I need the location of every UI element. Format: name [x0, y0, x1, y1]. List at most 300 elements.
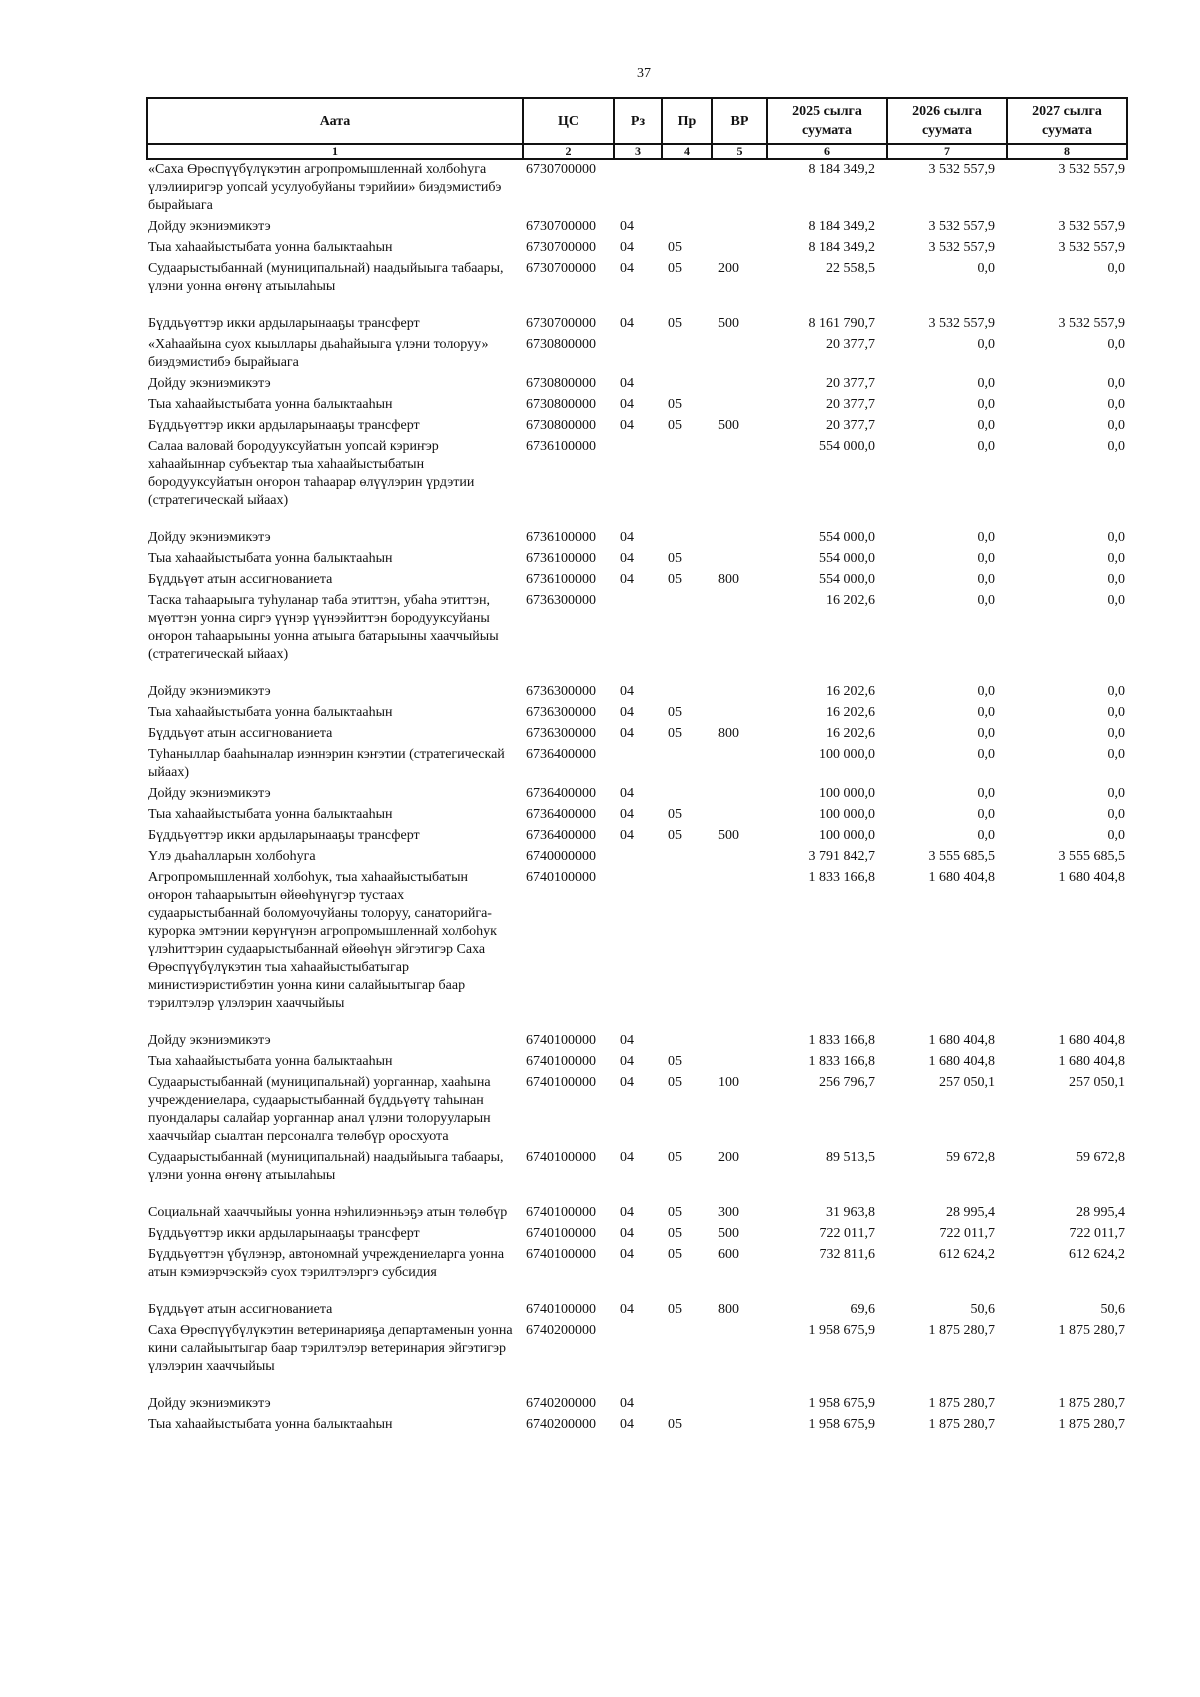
table-row [147, 217, 1127, 238]
table-row [147, 1052, 1127, 1073]
row-name: Бүддьүөттэр икки ардыларынааҕы трансферт [148, 828, 420, 843]
table-row [147, 549, 1127, 570]
row-amount-2025: 1 958 675,9 [808, 1417, 875, 1432]
row-cs-code: 6740000000 [526, 849, 596, 864]
row-rz-code: 04 [620, 1247, 634, 1262]
row-cs-code: 6730700000 [526, 240, 596, 255]
row-vr-code [712, 703, 767, 724]
row-vr-code [712, 805, 767, 826]
row-cs-code: 6740200000 [526, 1417, 596, 1432]
header-vr: ВР [712, 98, 767, 144]
row-cs-code: 6730800000 [526, 376, 596, 391]
row-vr-code [712, 591, 767, 682]
row-amount-2025: 8 161 790,7 [808, 316, 875, 331]
table-row [147, 437, 1127, 528]
row-name: Судаарыстыбаннай (муниципальнай) наадыйыыга табаары, үлэни уонна өҥөнү атыылаһыы [148, 1150, 504, 1183]
row-vr-code [712, 335, 767, 374]
row-amount-2027: 0,0 [1107, 593, 1125, 608]
row-name: Туһаныллар бааһыналар иэннэрин кэҥэтии (стратегическай ыйаах) [148, 747, 505, 780]
row-name: «Саха Өрөспүүбүлүкэтин агропромышленнай холбоһуга үлэлииригэр уопсай усулуобуйаны тэрийии» биэдэмистибэ бырайыага [148, 162, 502, 213]
row-pr-code [662, 1394, 712, 1415]
row-rz-code: 04 [620, 219, 634, 234]
row-amount-2027: 1 680 404,8 [1058, 1054, 1125, 1069]
header-2026: 2026 сылга суумата [887, 98, 1007, 144]
row-amount-2025: 8 184 349,2 [808, 162, 875, 177]
row-pr-code: 05 [668, 316, 682, 331]
column-number: 8 [1007, 144, 1127, 159]
row-vr-code [712, 847, 767, 868]
row-rz-code [614, 1321, 662, 1394]
column-number: 3 [614, 144, 662, 159]
row-rz-code [614, 745, 662, 784]
row-cs-code: 6740200000 [526, 1323, 596, 1338]
row-amount-2025: 20 377,7 [826, 376, 875, 391]
table-row [147, 570, 1127, 591]
row-amount-2027: 0,0 [1107, 705, 1125, 720]
row-cs-code: 6736100000 [526, 530, 596, 545]
row-rz-code [614, 591, 662, 682]
row-vr-code [712, 1031, 767, 1052]
row-amount-2026: 1 875 280,7 [928, 1323, 995, 1338]
row-rz-code: 04 [620, 1033, 634, 1048]
row-pr-code [662, 847, 712, 868]
row-amount-2026: 3 532 557,9 [928, 219, 995, 234]
row-vr-code: 500 [718, 1226, 739, 1241]
table-row [147, 528, 1127, 549]
row-rz-code: 04 [620, 1396, 634, 1411]
row-name: Тыа хаһаайыстыбата уонна балыктааһын [148, 240, 393, 255]
row-name: Тыа хаһаайыстыбата уонна балыктааһын [148, 1417, 393, 1432]
row-amount-2025: 100 000,0 [819, 807, 875, 822]
row-name: Судаарыстыбаннай (муниципальнай) наадыйыыга табаары, үлэни уонна өҥөнү атыылаһыы [148, 261, 504, 294]
row-amount-2027: 59 672,8 [1076, 1150, 1125, 1165]
row-amount-2026: 0,0 [977, 593, 995, 608]
row-vr-code [712, 395, 767, 416]
row-amount-2025: 1 833 166,8 [808, 1054, 875, 1069]
row-vr-code [712, 1394, 767, 1415]
row-amount-2025: 554 000,0 [819, 439, 875, 454]
row-amount-2026: 0,0 [977, 337, 995, 352]
table-row [147, 335, 1127, 374]
table-row [147, 805, 1127, 826]
row-name: Дойду экэниэмикэтэ [148, 1033, 271, 1048]
table-row [147, 1224, 1127, 1245]
row-pr-code: 05 [668, 1054, 682, 1069]
row-amount-2027: 0,0 [1107, 747, 1125, 762]
row-pr-code: 05 [668, 828, 682, 843]
row-amount-2027: 3 532 557,9 [1058, 316, 1125, 331]
row-rz-code: 04 [620, 807, 634, 822]
row-pr-code: 05 [668, 1150, 682, 1165]
row-amount-2025: 16 202,6 [826, 705, 875, 720]
row-vr-code: 200 [718, 1150, 739, 1165]
row-amount-2026: 0,0 [977, 530, 995, 545]
row-name: Бүддьүөт атын ассигнованиета [148, 726, 333, 741]
row-pr-code [662, 784, 712, 805]
row-vr-code [712, 437, 767, 528]
row-amount-2027: 0,0 [1107, 828, 1125, 843]
row-vr-code [712, 682, 767, 703]
row-cs-code: 6730800000 [526, 337, 596, 352]
row-cs-code: 6730800000 [526, 418, 596, 433]
row-amount-2025: 8 184 349,2 [808, 219, 875, 234]
row-name: Үлэ дьаһалларын холбоһуга [148, 849, 316, 864]
row-cs-code: 6736300000 [526, 705, 596, 720]
row-amount-2027: 3 532 557,9 [1058, 240, 1125, 255]
row-amount-2025: 100 000,0 [819, 786, 875, 801]
row-name: Тыа хаһаайыстыбата уонна балыктааһын [148, 807, 393, 822]
row-name: Дойду экэниэмикэтэ [148, 530, 271, 545]
row-name: Тыа хаһаайыстыбата уонна балыктааһын [148, 705, 393, 720]
row-amount-2026: 257 050,1 [939, 1075, 995, 1090]
row-cs-code: 6736400000 [526, 828, 596, 843]
row-amount-2025: 1 958 675,9 [808, 1396, 875, 1411]
row-amount-2027: 0,0 [1107, 807, 1125, 822]
row-amount-2025: 20 377,7 [826, 397, 875, 412]
row-amount-2026: 0,0 [977, 418, 995, 433]
row-cs-code: 6736100000 [526, 551, 596, 566]
row-pr-code [662, 374, 712, 395]
column-number: 2 [523, 144, 614, 159]
table-row [147, 1245, 1127, 1300]
row-amount-2025: 1 833 166,8 [808, 870, 875, 885]
table-row [147, 1300, 1127, 1321]
row-pr-code: 05 [668, 726, 682, 741]
table-row [147, 314, 1127, 335]
row-rz-code: 04 [620, 1226, 634, 1241]
row-amount-2027: 0,0 [1107, 337, 1125, 352]
row-pr-code: 05 [668, 572, 682, 587]
row-amount-2027: 3 555 685,5 [1058, 849, 1125, 864]
row-amount-2027: 1 680 404,8 [1058, 870, 1125, 885]
row-amount-2026: 1 680 404,8 [928, 1054, 995, 1069]
row-vr-code: 200 [718, 261, 739, 276]
row-amount-2025: 100 000,0 [819, 828, 875, 843]
row-pr-code: 05 [668, 551, 682, 566]
row-name: Дойду экэниэмикэтэ [148, 376, 271, 391]
row-amount-2026: 612 624,2 [939, 1247, 995, 1262]
row-rz-code: 04 [620, 418, 634, 433]
row-cs-code: 6740100000 [526, 1302, 596, 1317]
row-amount-2025: 1 833 166,8 [808, 1033, 875, 1048]
budget-table [146, 97, 1128, 1436]
row-amount-2027: 0,0 [1107, 572, 1125, 587]
table-row [147, 826, 1127, 847]
row-amount-2026: 1 875 280,7 [928, 1417, 995, 1432]
row-vr-code: 500 [718, 418, 739, 433]
header-2025: 2025 сылга суумата [767, 98, 887, 144]
row-rz-code: 04 [620, 551, 634, 566]
row-vr-code [712, 374, 767, 395]
row-cs-code: 6730700000 [526, 316, 596, 331]
row-vr-code: 500 [718, 828, 739, 843]
row-vr-code: 800 [718, 726, 739, 741]
row-amount-2027: 0,0 [1107, 439, 1125, 454]
row-amount-2026: 0,0 [977, 684, 995, 699]
table-body [147, 159, 1127, 1436]
row-vr-code [712, 528, 767, 549]
row-name: Социальнай хааччыйыы уонна нэһилиэнньэҕэ атын төлөбүр [148, 1205, 508, 1220]
row-amount-2025: 69,6 [850, 1302, 875, 1317]
row-cs-code: 6730700000 [526, 219, 596, 234]
row-rz-code: 04 [620, 828, 634, 843]
row-pr-code: 05 [668, 1205, 682, 1220]
column-number: 1 [147, 144, 523, 159]
row-rz-code: 04 [620, 705, 634, 720]
page-number: 37 [637, 66, 651, 81]
row-pr-code: 05 [668, 705, 682, 720]
row-cs-code: 6736300000 [526, 726, 596, 741]
row-pr-code [662, 217, 712, 238]
table-row [147, 159, 1127, 217]
row-amount-2025: 8 184 349,2 [808, 240, 875, 255]
row-pr-code [662, 437, 712, 528]
row-cs-code: 6740100000 [526, 1150, 596, 1165]
table-row [147, 1321, 1127, 1394]
row-amount-2026: 59 672,8 [946, 1150, 995, 1165]
row-cs-code: 6736400000 [526, 807, 596, 822]
row-pr-code: 05 [668, 240, 682, 255]
row-amount-2027: 1 680 404,8 [1058, 1033, 1125, 1048]
row-name: Судаарыстыбаннай (муниципальнай) уорганнар, хааһына учреждениелара, судаарыстыбаннай бүддьүөтү таһынан пуондалары салайар уорганнар анал үлэни толорууларын хааччыйар сыалтан персоналга төлөбүр оросхуота [148, 1075, 491, 1144]
row-amount-2025: 16 202,6 [826, 726, 875, 741]
row-pr-code: 05 [668, 1075, 682, 1090]
row-amount-2027: 0,0 [1107, 376, 1125, 391]
row-pr-code: 05 [668, 1417, 682, 1432]
row-rz-code: 04 [620, 1150, 634, 1165]
row-amount-2026: 0,0 [977, 439, 995, 454]
row-rz-code: 04 [620, 1302, 634, 1317]
row-amount-2025: 554 000,0 [819, 551, 875, 566]
row-amount-2026: 0,0 [977, 828, 995, 843]
row-amount-2027: 0,0 [1107, 261, 1125, 276]
row-name: Бүддьүөттэр икки ардыларынааҕы трансферт [148, 1226, 420, 1241]
row-rz-code: 04 [620, 1054, 634, 1069]
row-amount-2026: 0,0 [977, 572, 995, 587]
row-cs-code: 6740100000 [526, 1054, 596, 1069]
row-name: Саха Өрөспүүбүлүкэтин ветеринарияҕа департаменын уонна кини салайыытыгар баар тэрилтэлэр ветеринария эйгэтигэр үлэлэрин хааччыйыы [148, 1323, 513, 1374]
row-pr-code [662, 591, 712, 682]
row-amount-2025: 16 202,6 [826, 684, 875, 699]
row-vr-code [712, 1415, 767, 1436]
row-amount-2025: 20 377,7 [826, 337, 875, 352]
header-cs: ЦС [523, 98, 614, 144]
row-name: Бүддьүөттэр икки ардыларынааҕы трансферт [148, 316, 420, 331]
row-cs-code: 6740100000 [526, 1205, 596, 1220]
row-cs-code: 6736100000 [526, 572, 596, 587]
header-pr: Пр [662, 98, 712, 144]
row-amount-2026: 0,0 [977, 551, 995, 566]
row-rz-code [614, 847, 662, 868]
row-pr-code: 05 [668, 1247, 682, 1262]
table-row [147, 703, 1127, 724]
row-pr-code: 05 [668, 397, 682, 412]
row-vr-code [712, 745, 767, 784]
row-amount-2025: 256 796,7 [819, 1075, 875, 1090]
table-row [147, 868, 1127, 1031]
row-vr-code: 800 [718, 572, 739, 587]
row-pr-code [662, 335, 712, 374]
row-vr-code [712, 217, 767, 238]
row-cs-code: 6730700000 [526, 261, 596, 276]
table-row [147, 591, 1127, 682]
row-name: Бүддьүөт атын ассигнованиета [148, 1302, 333, 1317]
row-name: Тыа хаһаайыстыбата уонна балыктааһын [148, 551, 393, 566]
row-amount-2027: 3 532 557,9 [1058, 162, 1125, 177]
row-amount-2025: 554 000,0 [819, 530, 875, 545]
row-cs-code: 6736400000 [526, 747, 596, 762]
row-rz-code: 04 [620, 684, 634, 699]
row-amount-2027: 50,6 [1100, 1302, 1125, 1317]
row-name: Бүддьүөттэр икки ардыларынааҕы трансферт [148, 418, 420, 433]
row-amount-2025: 31 963,8 [826, 1205, 875, 1220]
table-row [147, 784, 1127, 805]
row-pr-code [662, 528, 712, 549]
column-number-row [147, 144, 1127, 159]
row-amount-2025: 20 377,7 [826, 418, 875, 433]
row-amount-2025: 722 011,7 [819, 1226, 875, 1241]
table-row [147, 682, 1127, 703]
row-amount-2027: 28 995,4 [1076, 1205, 1125, 1220]
row-vr-code: 800 [718, 1302, 739, 1317]
row-rz-code: 04 [620, 316, 634, 331]
row-vr-code [712, 549, 767, 570]
header-2027: 2027 сылга суумата [1007, 98, 1127, 144]
row-pr-code: 05 [668, 261, 682, 276]
row-amount-2026: 722 011,7 [939, 1226, 995, 1241]
row-amount-2026: 1 680 404,8 [928, 870, 995, 885]
row-name: Дойду экэниэмикэтэ [148, 1396, 271, 1411]
row-name: Тыа хаһаайыстыбата уонна балыктааһын [148, 1054, 393, 1069]
row-amount-2027: 0,0 [1107, 530, 1125, 545]
row-amount-2026: 28 995,4 [946, 1205, 995, 1220]
row-amount-2026: 0,0 [977, 261, 995, 276]
column-number: 5 [712, 144, 767, 159]
row-cs-code: 6730800000 [526, 397, 596, 412]
row-vr-code [712, 159, 767, 217]
row-amount-2026: 3 555 685,5 [928, 849, 995, 864]
row-rz-code: 04 [620, 261, 634, 276]
row-cs-code: 6740100000 [526, 1226, 596, 1241]
row-pr-code: 05 [668, 1302, 682, 1317]
table-row [147, 745, 1127, 784]
row-amount-2025: 732 811,6 [819, 1247, 875, 1262]
row-rz-code: 04 [620, 786, 634, 801]
row-amount-2026: 3 532 557,9 [928, 316, 995, 331]
row-amount-2027: 1 875 280,7 [1058, 1323, 1125, 1338]
row-amount-2025: 554 000,0 [819, 572, 875, 587]
row-cs-code: 6736100000 [526, 439, 596, 454]
row-vr-code: 100 [718, 1075, 739, 1090]
row-rz-code [614, 437, 662, 528]
row-pr-code: 05 [668, 807, 682, 822]
row-vr-code: 600 [718, 1247, 739, 1262]
row-cs-code: 6740100000 [526, 1075, 596, 1090]
row-rz-code: 04 [620, 240, 634, 255]
row-vr-code: 300 [718, 1205, 739, 1220]
row-rz-code [614, 335, 662, 374]
row-name: «Хаһаайына суох кыыллары дьаһайыыга үлэни толоруу» биэдэмистибэ бырайыага [148, 337, 489, 370]
row-amount-2027: 3 532 557,9 [1058, 219, 1125, 234]
row-rz-code: 04 [620, 726, 634, 741]
column-number: 7 [887, 144, 1007, 159]
row-pr-code [662, 868, 712, 1031]
row-amount-2027: 0,0 [1107, 397, 1125, 412]
table-row [147, 238, 1127, 259]
table-row [147, 1073, 1127, 1148]
row-pr-code [662, 1321, 712, 1394]
row-amount-2026: 3 532 557,9 [928, 240, 995, 255]
row-amount-2026: 0,0 [977, 397, 995, 412]
row-amount-2026: 1 875 280,7 [928, 1396, 995, 1411]
row-cs-code: 6736400000 [526, 786, 596, 801]
table-row [147, 847, 1127, 868]
row-name: Агропромышленнай холбоһук, тыа хаһаайыстыбатын оҥорон таһаарыытын өйөөһүнүгэр тустаах судаарыстыбаннай боломуочуйаны толоруу, санаторийга-курорка эмтэнии көрүҥүнэн агропромышленнай холбоһук үлэһиттэрин судаарыстыбаннай өйөөһүн эйгэтигэр Саха Өрөспүүбүлүкэтин тыа хаһаайыстыбатыгар министиэристибэтин уонна кини салайыытыгар баар тэрилтэлэр үлэлэрин хааччыйыы [148, 870, 497, 1011]
row-amount-2027: 257 050,1 [1069, 1075, 1125, 1090]
table-row [147, 416, 1127, 437]
row-amount-2025: 89 513,5 [826, 1150, 875, 1165]
row-amount-2027: 0,0 [1107, 418, 1125, 433]
header-rz: Рз [614, 98, 662, 144]
table-row [147, 1148, 1127, 1203]
row-amount-2025: 22 558,5 [826, 261, 875, 276]
row-rz-code: 04 [620, 1075, 634, 1090]
table-row [147, 374, 1127, 395]
table-row [147, 259, 1127, 314]
table-row [147, 1031, 1127, 1052]
row-rz-code: 04 [620, 1417, 634, 1432]
row-rz-code [614, 159, 662, 217]
column-number: 6 [767, 144, 887, 159]
row-amount-2025: 100 000,0 [819, 747, 875, 762]
row-cs-code: 6740100000 [526, 1247, 596, 1262]
row-amount-2025: 1 958 675,9 [808, 1323, 875, 1338]
row-name: Бүддьүөттэн үбүлэнэр, автономнай учреждениеларга уонна атын кэмиэрчэскэйэ суох тэрилтэлэргэ субсидия [148, 1247, 505, 1280]
row-rz-code: 04 [620, 1205, 634, 1220]
row-amount-2026: 1 680 404,8 [928, 1033, 995, 1048]
row-cs-code: 6740100000 [526, 1033, 596, 1048]
row-amount-2026: 50,6 [970, 1302, 995, 1317]
row-rz-code: 04 [620, 397, 634, 412]
row-rz-code: 04 [620, 572, 634, 587]
row-name: Дойду экэниэмикэтэ [148, 219, 271, 234]
row-vr-code [712, 868, 767, 1031]
table-header-row [147, 98, 1127, 144]
row-pr-code [662, 745, 712, 784]
row-amount-2027: 612 624,2 [1069, 1247, 1125, 1262]
row-vr-code: 500 [718, 316, 739, 331]
row-pr-code: 05 [668, 1226, 682, 1241]
row-amount-2027: 0,0 [1107, 726, 1125, 741]
row-cs-code: 6730700000 [526, 162, 596, 177]
row-amount-2026: 0,0 [977, 747, 995, 762]
row-rz-code: 04 [620, 376, 634, 391]
row-pr-code [662, 1031, 712, 1052]
row-name: Таска таһаарыыга туһуланар таба этиттэн, убаһа этиттэн, мүөттэн уонна сиргэ үүнэр үүнээйиттэн бородууксуйаны оҥорон таһаарыыны уонна атыыга батарыыны хааччыйыы (стратегическай ыйаах) [148, 593, 499, 662]
row-vr-code [712, 238, 767, 259]
row-name: Дойду экэниэмикэтэ [148, 684, 271, 699]
row-pr-code [662, 682, 712, 703]
row-amount-2027: 1 875 280,7 [1058, 1396, 1125, 1411]
table-row [147, 1203, 1127, 1224]
row-amount-2025: 3 791 842,7 [808, 849, 875, 864]
row-name: Дойду экэниэмикэтэ [148, 786, 271, 801]
row-amount-2027: 0,0 [1107, 684, 1125, 699]
row-amount-2027: 0,0 [1107, 786, 1125, 801]
row-amount-2026: 0,0 [977, 807, 995, 822]
row-cs-code: 6740200000 [526, 1396, 596, 1411]
row-amount-2027: 0,0 [1107, 551, 1125, 566]
